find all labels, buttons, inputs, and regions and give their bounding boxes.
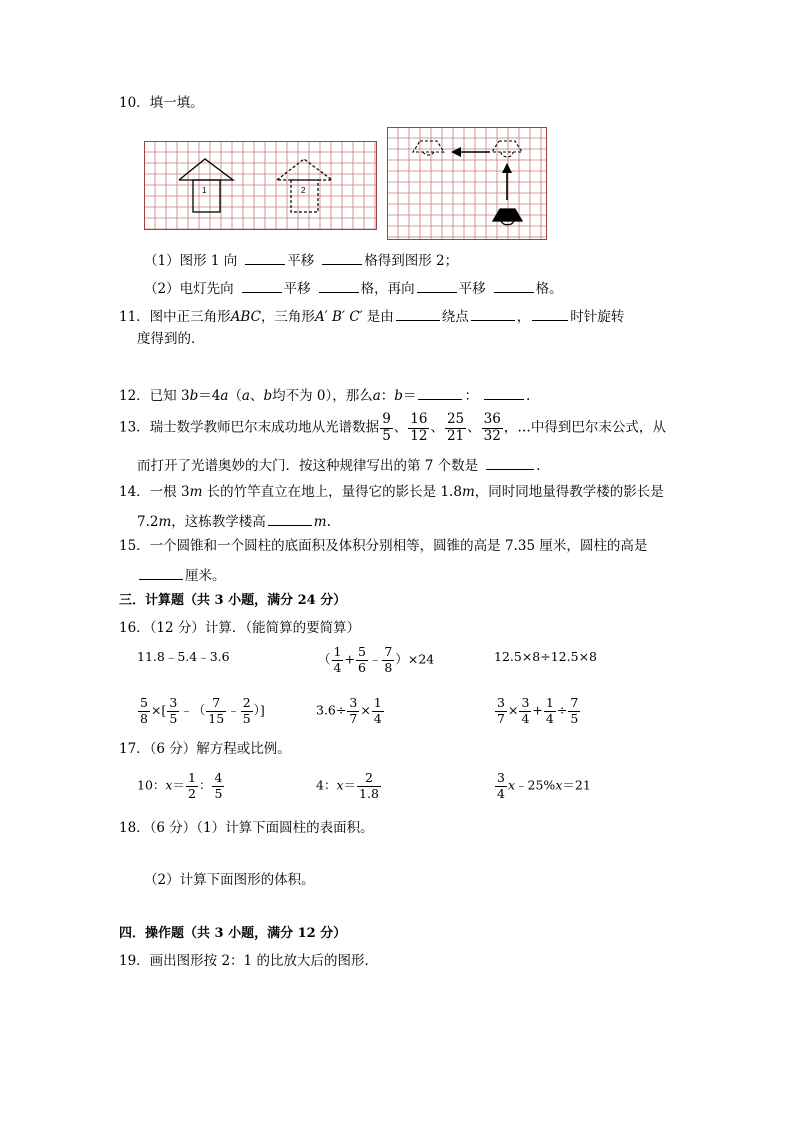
- q10-sub2-blank-3[interactable]: [417, 280, 457, 293]
- q11-blank-point[interactable]: [471, 308, 515, 321]
- q10-sub2: （2）电灯先向 平移 格，再向 平移 格。: [144, 281, 563, 297]
- q15-line2: 厘米。: [137, 567, 226, 584]
- q13-line2: 而打开了光谱奥妙的大门．按这种规律写出的第 7 个数是 .: [137, 458, 541, 474]
- q13-fraction-3: $\frac{25}{21}$: [446, 411, 465, 444]
- q11-line1: 11．图中正三角形ABC，三角形A′ B′ C′ 是由 绕点 ， 时针旋转: [119, 309, 625, 325]
- house-figure-2-label: 2: [301, 186, 306, 195]
- q17-title: 17．（6 分）解方程或比例。: [119, 741, 291, 757]
- q10-sub2-blank-1[interactable]: [242, 280, 282, 293]
- q17-eq-1: 10：x＝ $\frac{1}{2}$ ： $\frac{4}{5}$: [137, 770, 223, 801]
- house-translation-grid: [144, 141, 377, 230]
- q16-title: 16．（12 分）计算．（能简算的要简算）: [119, 620, 361, 636]
- q14-line1: 14．一根 3m 长的竹竿直立在地上，量得它的影长是 1.8m，同时同地量得教学楼的影长是: [119, 484, 664, 500]
- lamp-final-position: [413, 141, 444, 155]
- q12: 12．已知 3b＝4a（a、b均不为 0），那么a：b＝ ： .: [119, 388, 531, 404]
- house-figure-1-label: 1: [202, 186, 207, 195]
- q11-line2: 度得到的．: [137, 331, 205, 347]
- q17-eq-3: $\frac{3}{4}$ x﹣25%x＝21: [497, 770, 591, 801]
- q12-blank-b[interactable]: [484, 387, 524, 400]
- section-4-heading: 四．操作题（共 3 小题，满分 12 分）: [119, 926, 347, 941]
- arrow-left: [451, 147, 490, 157]
- q10-sub1: （1）图形 1 向 平移 格得到图形 2；: [144, 253, 459, 269]
- q13-fraction-4: $\frac{36}{32}$: [483, 411, 501, 444]
- q11-blank-direction[interactable]: [532, 308, 568, 321]
- arrow-up: [502, 163, 512, 200]
- q19: 19．画出图形按 2：1 的比放大后的图形．: [119, 953, 378, 969]
- q14-line2: 7.2m，这栋教学楼高 m.: [137, 514, 331, 530]
- q16-expr-6: $\frac{3}{7}$ × $\frac{3}{4}$ + $\frac{1}{4}$ ÷ $\frac{7}{5}$: [497, 695, 579, 726]
- q15-line1: 15．一个圆锥和一个圆柱的底面积及体积分别相等，圆锥的高是 7.35 厘米，圆柱的高是: [119, 538, 648, 554]
- q13-fraction-1: $\frac{9}{5}$: [382, 411, 391, 444]
- q18-part2: （2）计算下面图形的体积。: [144, 872, 315, 888]
- q16-expr-3: 12.5×8÷12.5×8: [494, 649, 597, 664]
- q17-eq-2: 4：x＝ $\frac{2}{1.8}$: [316, 770, 379, 801]
- q10-sub1-blank-count[interactable]: [322, 252, 362, 265]
- q10-sub1-blank-direction[interactable]: [245, 252, 285, 265]
- q18-part1: 18．（6 分）（1）计算下面圆柱的表面积。: [119, 820, 374, 836]
- q15-blank[interactable]: [139, 567, 183, 580]
- q10-title: 10．填一填。: [119, 95, 204, 111]
- q16-expr-5: 3.6÷ $\frac{3}{7}$ × $\frac{1}{4}$: [316, 695, 382, 726]
- q13-fraction-2: $\frac{16}{12}$: [410, 411, 428, 444]
- q16-expr-1: 11.8﹣5.4﹣3.6: [137, 649, 230, 664]
- q12-blank-a[interactable]: [418, 387, 462, 400]
- q14-blank[interactable]: [268, 513, 312, 526]
- lamp-translation-grid: [387, 127, 547, 240]
- section-3-heading: 三．计算题（共 3 小题，满分 24 分）: [119, 593, 347, 608]
- q13-blank[interactable]: [486, 457, 534, 470]
- q10-sub2-blank-2[interactable]: [319, 280, 359, 293]
- q11-blank-shape[interactable]: [396, 308, 440, 321]
- q16-expr-2: （ $\frac{1}{4}$ + $\frac{5}{6}$ ﹣ $\frac{7}{8}$ ）×24: [318, 644, 435, 675]
- q16-expr-4: $\frac{5}{8}$ ×[ $\frac{3}{5}$ ﹣（ $\frac{7}{15}$ ﹣ $\frac{2}{5}$ ）]: [140, 695, 265, 726]
- q13-line1: 13．瑞士数学教师巴尔末成功地从光谱数据 $\frac{9}{5}$ 、 $\frac{16}{12}$ 、 $\frac{25}{21}$ 、 $\frac{36}{32}$ ，…中得到巴尔末公式，从: [119, 411, 666, 444]
- q10-sub2-blank-4[interactable]: [494, 280, 534, 293]
